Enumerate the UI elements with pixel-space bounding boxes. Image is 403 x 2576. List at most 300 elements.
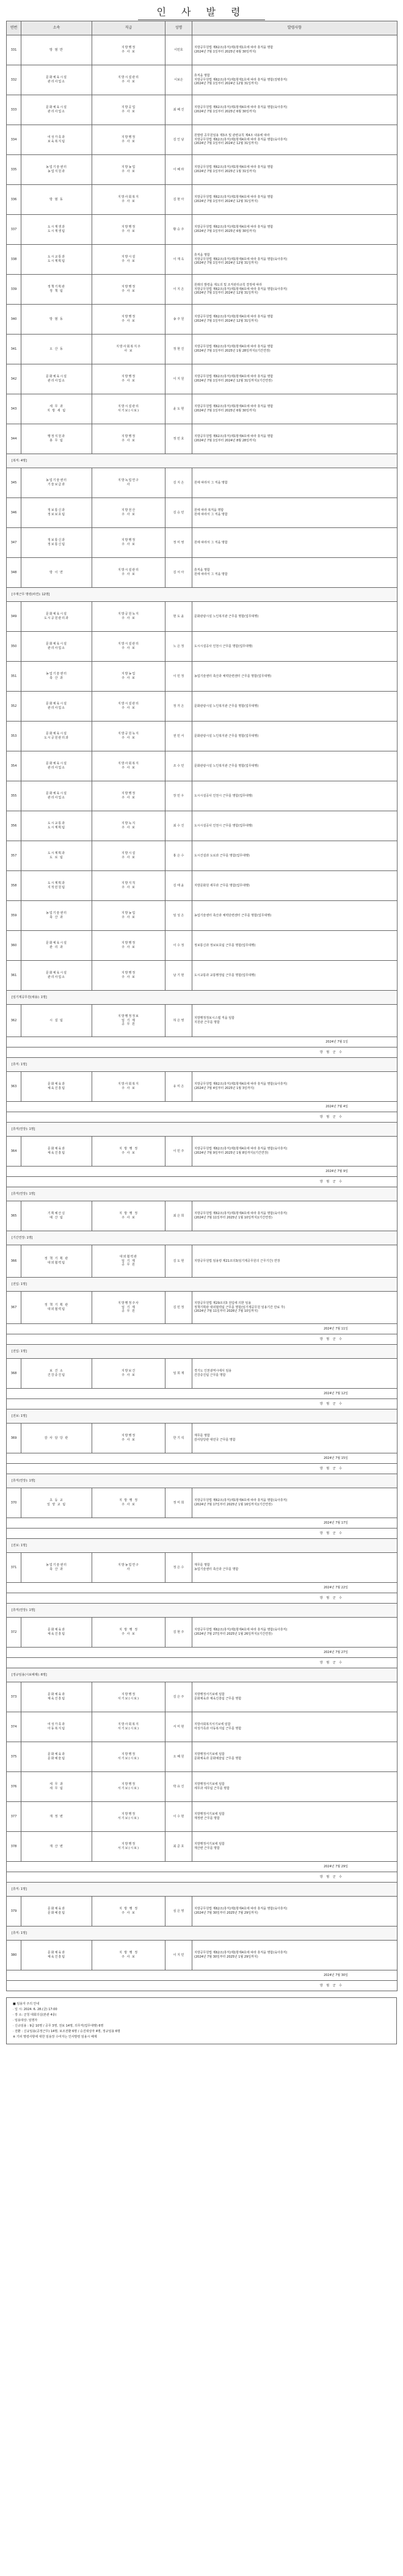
row-department: 방 범 동	[21, 185, 92, 215]
row-number: 353	[7, 722, 21, 751]
signatory: 방 범 군 수	[7, 1112, 398, 1123]
section-label: [주재근무 명령(파견): 12명]	[7, 588, 398, 602]
table-row	[7, 1424, 398, 1453]
notes-box	[6, 1997, 397, 2044]
issue-date: 2024년 7월 15일	[7, 1453, 398, 1464]
row-grade: 지방행정 주 사 보	[92, 781, 165, 811]
row-department: 행정지원과 총 무 팀	[21, 424, 92, 454]
row-name: 김 도 현	[165, 1245, 192, 1278]
table-row	[7, 901, 398, 931]
section-label: [전입: 1명]	[7, 1278, 398, 1292]
column-header: 연번	[7, 21, 21, 35]
row-department: 농업기술센터 축 산 과	[21, 1553, 92, 1583]
document-page	[6, 0, 397, 2044]
row-number: 356	[7, 811, 21, 841]
row-department: 문화체육과 체육진흥팀	[21, 1618, 92, 1648]
row-grade: 지방사회복지 서기보(시보)	[92, 1712, 165, 1742]
row-name: 송 주 원	[165, 305, 192, 335]
row-department: 방 이 면	[21, 558, 92, 588]
table-row	[7, 1137, 398, 1167]
section-label-row	[7, 1927, 398, 1941]
row-name: 이 재 옥	[165, 245, 192, 275]
row-grade: 지방시설 주 사 보	[92, 245, 165, 275]
row-description: 지방공무원법 제62조(휴직)제1항제4호에 따라 휴직을 명함(육아휴직) (2024년 7월 30일부터 2025년 7월 29일까지)	[192, 1897, 398, 1927]
row-department: 정보통신과 정보통신팀	[21, 528, 92, 558]
table-row	[7, 424, 398, 454]
row-name: 정 현 진	[165, 335, 192, 364]
row-description: 지방행정서기보에 임함 문화체육과 문화예술팀 근무를 명함	[192, 1742, 398, 1772]
issue-date: 2024년 7월 12일	[7, 1389, 398, 1399]
row-department: 정 책 기 획 관 대외협력팀	[21, 1245, 92, 1278]
row-description: 지방공무원법 제62조(휴직)제1항제4호에 따라 휴직을 명함 (2024년 7월 1일부터 2024년 12월 31일까지)	[192, 305, 398, 335]
signatory: 방 범 군 수	[7, 1981, 398, 1991]
issue-date: 2024년 7월 4일	[7, 1102, 398, 1112]
note-line: ※ 기피 명령사항에 대한 임용장 수여자는 인사발령 임용시 배제	[13, 2035, 97, 2039]
row-grade: 지 방 행 정 주 사 보	[92, 1618, 165, 1648]
row-name: 유 미 은	[165, 1072, 192, 1102]
table-row	[7, 245, 398, 275]
row-name: 이 지 원	[165, 364, 192, 394]
table-row	[7, 1772, 398, 1802]
row-grade: 지 방 행 정 주 사 보	[92, 1137, 165, 1167]
row-grade: 지방행정 주 사 보	[92, 305, 165, 335]
row-number: 379	[7, 1897, 21, 1927]
row-name: 임 성 은	[165, 901, 192, 931]
signatory: 방 범 군 수	[7, 1047, 398, 1058]
row-description: 지방문화원 세무과 근무를 명함(업무대행)	[192, 871, 398, 901]
signature-row	[7, 1177, 398, 1187]
row-name: 이민호	[165, 35, 192, 65]
row-grade: 지방행정 서기보(시보)	[92, 1772, 165, 1802]
row-number: 334	[7, 125, 21, 155]
row-number: 378	[7, 1832, 21, 1862]
section-label: [복직: 4명]	[7, 454, 398, 468]
row-grade: 지방시설관리 주 사 보	[92, 692, 165, 722]
signature-row	[7, 1112, 398, 1123]
row-name: 서 미 현	[165, 1712, 192, 1742]
row-name: 최 수 진	[165, 811, 192, 841]
row-name: 이 수 현	[165, 1802, 192, 1832]
row-description: 원에 따라서 그 직을 명함	[192, 528, 398, 558]
section-label: [휴직(연장): 1명]	[7, 1187, 398, 1201]
table-row	[7, 871, 398, 901]
section-label: [휴직: 1명]	[7, 1883, 398, 1897]
row-description: 지방행정서기보에 임함 재정변 근무를 명함	[192, 1802, 398, 1832]
row-name: 홍 은 수	[165, 841, 192, 871]
section-label: [전입: 1명]	[7, 1345, 398, 1359]
table-row	[7, 215, 398, 245]
row-number: 339	[7, 275, 21, 305]
section-label-row	[7, 1187, 398, 1201]
row-grade: 지 방 행 정 주 사 보	[92, 1201, 165, 1231]
row-department: 방 범 반	[21, 35, 92, 65]
row-description: 도시시설공사 인천시 근무를 명함(업무대행)	[192, 781, 398, 811]
row-number: 355	[7, 781, 21, 811]
row-name: 이 민 정	[165, 662, 192, 692]
section-label-row	[7, 1539, 398, 1553]
row-description: 지방행정서기보에 임함 세무과 세무팀 근무를 명함	[192, 1772, 398, 1802]
row-number: 354	[7, 751, 21, 781]
table-row	[7, 364, 398, 394]
table-row	[7, 1897, 398, 1927]
row-number: 375	[7, 1742, 21, 1772]
row-department: 여성가족과 아동복지팀	[21, 1712, 92, 1742]
signatory: 방 범 군 수	[7, 1334, 398, 1345]
row-department: 기획예산실 예 산 팀	[21, 1201, 92, 1231]
table-row	[7, 468, 398, 498]
personnel-table	[6, 21, 398, 1991]
row-department: 정보통신과 정보보호팀	[21, 498, 92, 528]
row-department: 세 무 과 지 방 세 팀	[21, 394, 92, 424]
row-description: 농업기술센터 축산과 체력단련센터 근무를 명함(업무대행)	[192, 662, 398, 692]
row-department: 문화체육시설 관리사업소	[21, 95, 92, 125]
row-number: 366	[7, 1245, 21, 1278]
row-description: 도시교통과 교통행정팀 근무를 명함(업무대행)	[192, 961, 398, 991]
row-number: 376	[7, 1772, 21, 1802]
row-department: 오 산 동	[21, 335, 92, 364]
row-grade: 지방행정 주 사 보	[92, 275, 165, 305]
issue-date-row	[7, 1102, 398, 1112]
section-label-row	[7, 1278, 398, 1292]
row-name: 남 기 현	[165, 961, 192, 991]
row-name: 정 미 희	[165, 1488, 192, 1518]
row-number: 346	[7, 498, 21, 528]
row-grade: 지방행정 주 사 보	[92, 1424, 165, 1453]
table-body	[7, 35, 398, 1991]
section-label-row	[7, 1409, 398, 1424]
row-description: 문화관광시설 노인복지관 근무를 명함(업무대행)	[192, 692, 398, 722]
row-name: 현 도 윤	[165, 602, 192, 632]
table-row	[7, 65, 398, 95]
signatory: 방 범 군 수	[7, 1529, 398, 1539]
row-grade: 지방행정 서기보(시보)	[92, 1832, 165, 1862]
column-header: 소속	[21, 21, 92, 35]
row-description: 도시시설공사 인천시 근무를 명함(업무대행)	[192, 811, 398, 841]
row-name: 조 수 민	[165, 751, 192, 781]
row-name: 김 현 주	[165, 1618, 192, 1648]
row-grade: 지방행정 주 사 보	[92, 364, 165, 394]
row-description: 지방공무원법 제62조(휴직)제1항제4호에 따라 휴직을 명함(육아휴직) (2024년 7월 11일부터 2025년 1월 10일까지)(기간연장)	[192, 1201, 398, 1231]
section-label-row	[7, 991, 398, 1005]
row-name: 정 은 수	[165, 1553, 192, 1583]
row-name: 김 현 아	[165, 185, 192, 215]
row-name: 허 은 영	[165, 1005, 192, 1037]
row-name: 정 가 은	[165, 692, 192, 722]
row-description: 문화관광시설 노인복지관 근무를 명함(업무대행)	[192, 602, 398, 632]
section-label: [정규임용(시보해제): 6명]	[7, 1668, 398, 1682]
row-department: 방 범 동	[21, 305, 92, 335]
row-description: 재무를 명함 농업기술센터 축산과 근무를 명함	[192, 1553, 398, 1583]
row-department: 시 설 팀	[21, 1005, 92, 1037]
issue-date-row	[7, 1518, 398, 1529]
row-grade: 지방녹업연구 사	[92, 468, 165, 498]
row-number: 360	[7, 931, 21, 961]
row-grade: 지방시설관리 서기보(시보)	[92, 394, 165, 424]
signature-row	[7, 1981, 398, 1991]
signature-row	[7, 1529, 398, 1539]
section-label-row	[7, 1123, 398, 1137]
row-description: 원발령 공무원임용 제3조 및 관련규칙 제4조 내용에 따라 지방공무원법 제62조(휴직)제1항제4호에 따라 휴직을 명함(육아휴직) (2024년 7월 1일부터 2024년 12월 31일까지)	[192, 125, 398, 155]
row-grade: 지방녹지 주 사 보	[92, 811, 165, 841]
row-grade: 지방행정 주 사 보	[92, 35, 165, 65]
row-number: 337	[7, 215, 21, 245]
row-grade: 지방행정 서기보(시보)	[92, 1682, 165, 1712]
row-name: 이 수 정	[165, 931, 192, 961]
row-description: 지방공무원법 제62조(휴직)제1항제4호에 따라 휴직을 명함(육아휴직) (2024년 7월 30일부터 2025년 1월 29일까지)	[192, 1941, 398, 1970]
table-row	[7, 811, 398, 841]
note-line: · 일 시: 2024. 6. 28.(금) 17:00	[13, 2008, 57, 2011]
row-department: 세 무 과 세 무 팀	[21, 1772, 92, 1802]
table-row	[7, 1201, 398, 1231]
section-label-row	[7, 454, 398, 468]
row-number: 335	[7, 155, 21, 185]
row-number: 341	[7, 335, 21, 364]
row-number: 369	[7, 1424, 21, 1453]
table-row	[7, 1292, 398, 1324]
row-grade: 지방지적 주 사 보	[92, 871, 165, 901]
section-label: [휴직: 1명]	[7, 1058, 398, 1072]
row-number: 333	[7, 95, 21, 125]
table-row	[7, 305, 398, 335]
table-row	[7, 528, 398, 558]
issue-date-row	[7, 1167, 398, 1177]
row-number: 358	[7, 871, 21, 901]
row-description: 휴직을 명함 지방공무원법 제62조(휴직)제1항제1호에 따라 휴직을 명함(질병휴직) (2024년 7월 1일부터 2024년 12월 31일까지)	[192, 65, 398, 95]
row-grade: 지방사회복지 주 사 보	[92, 751, 165, 781]
row-description: 지방공무원법 제62조(휴직)제1항제4호에 따라 휴직을 명함 (2024년 7월 1일부터 2024년 12월 31일까지)(기간연장)	[192, 364, 398, 394]
row-name: 노 은 정	[165, 632, 192, 662]
row-name: 오 혜 원	[165, 1742, 192, 1772]
row-name: 심 은 영	[165, 1897, 192, 1927]
row-department: 문화체육과 문화예술팀	[21, 1742, 92, 1772]
row-department: 문화체육시설 관리사업소	[21, 65, 92, 95]
signature-row	[7, 1464, 398, 1474]
row-grade: 대외협력관 임 기 제 공 무 원	[92, 1245, 165, 1278]
section-label: [기간연장: 1명]	[7, 1231, 398, 1245]
column-header: 직급	[92, 21, 165, 35]
page-title: 인 사 발 령	[138, 4, 264, 20]
signature-row	[7, 1872, 398, 1883]
section-label-row	[7, 588, 398, 602]
signatory: 방 범 군 수	[7, 1399, 398, 1409]
table-row	[7, 35, 398, 65]
row-description: 휴직을 명함 원에 따라서 그 직을 명함	[192, 558, 398, 588]
row-department: 문화체육시설 관리사업소	[21, 961, 92, 991]
table-row	[7, 722, 398, 751]
table-row	[7, 632, 398, 662]
table-row	[7, 1359, 398, 1389]
row-name: 장 민 우	[165, 781, 192, 811]
row-description: 지방공무원법 제62조(휴직)제1항제4호에 따라 휴직을 명함 (2024년 7월 1일부터 2025년 1월 31일까지)	[192, 155, 398, 185]
table-row	[7, 751, 398, 781]
row-name: 황 승 주	[165, 215, 192, 245]
signature-row	[7, 1334, 398, 1345]
row-name: 최 준 호	[165, 1832, 192, 1862]
table-row	[7, 1742, 398, 1772]
row-grade: 지방보건 주 사 보	[92, 1359, 165, 1389]
row-number: 361	[7, 961, 21, 991]
row-grade: 지방전산 주 사 보	[92, 498, 165, 528]
row-number: 348	[7, 558, 21, 588]
table-row	[7, 602, 398, 632]
row-number: 352	[7, 692, 21, 722]
table-row	[7, 781, 398, 811]
row-grade: 지방행정 주 사 보	[92, 215, 165, 245]
row-name: 김 승 민	[165, 498, 192, 528]
row-department: 문화체육과 체육진흥팀	[21, 1137, 92, 1167]
table-row	[7, 931, 398, 961]
row-name: 임 희 재	[165, 1359, 192, 1389]
row-grade: 지방농업연구 사	[92, 1553, 165, 1583]
row-number: 362	[7, 1005, 21, 1037]
signature-row	[7, 1593, 398, 1604]
row-name: 이 민 주	[165, 1137, 192, 1167]
section-label: [휴직(연장): 1명]	[7, 1604, 398, 1618]
row-name: 윤 도 현	[165, 394, 192, 424]
table-row	[7, 1941, 398, 1970]
issue-date: 2024년 7월 11일	[7, 1324, 398, 1334]
section-label-row	[7, 1668, 398, 1682]
section-label-row	[7, 1231, 398, 1245]
table-row	[7, 1488, 398, 1518]
row-number: 371	[7, 1553, 21, 1583]
issue-date: 2024년 7월 30일	[7, 1970, 398, 1981]
table-row	[7, 95, 398, 125]
issue-date: 2024년 7월 17일	[7, 1518, 398, 1529]
row-grade: 지방공원녹지 주 사 보	[92, 722, 165, 751]
row-description: 휴직을 명함 지방공무원법 제62조(휴직)제1항제4호에 따라 휴직을 명함(육아휴직) (2024년 7월 1일부터 2024년 12월 31일까지)	[192, 245, 398, 275]
note-line: ■ 임용자 주의 안내	[13, 2002, 40, 2006]
row-name: 한 기 석	[165, 1424, 192, 1453]
row-department: 여성가족과 보육복지팀	[21, 125, 92, 155]
signatory: 방 범 군 수	[7, 1177, 398, 1187]
issue-date-row	[7, 1648, 398, 1658]
row-number: 336	[7, 185, 21, 215]
row-name: 정 미 영	[165, 528, 192, 558]
row-number: 370	[7, 1488, 21, 1518]
row-number: 373	[7, 1682, 21, 1712]
row-number: 342	[7, 364, 21, 394]
table-row	[7, 961, 398, 991]
row-description: 지방행정정보시스템 직을 임함 지원관 근무를 명함	[192, 1005, 398, 1037]
row-grade: 지방농업 주 사 보	[92, 155, 165, 185]
row-description: 도시시설공사 인천시 근무를 명함(업무대행)	[192, 632, 398, 662]
row-grade: 지 방 행 정 주 사 보	[92, 1897, 165, 1927]
row-grade: 지방공원녹지 주 사 보	[92, 602, 165, 632]
row-name: 김 태 윤	[165, 871, 192, 901]
row-number: 359	[7, 901, 21, 931]
issue-date: 2024년 7월 22일	[7, 1583, 398, 1593]
row-department: 문화체육시설 관리사업소	[21, 751, 92, 781]
table-header-row	[7, 21, 398, 35]
table-row	[7, 1553, 398, 1583]
row-grade: 지방행정 주 사 보	[92, 961, 165, 991]
row-department: 문화체육과 체육진흥팀	[21, 1682, 92, 1712]
row-grade: 지방행정 주 사 보	[92, 125, 165, 155]
table-row	[7, 394, 398, 424]
issue-date-row	[7, 1037, 398, 1047]
row-number: 347	[7, 528, 21, 558]
issue-date-row	[7, 1970, 398, 1981]
row-number: 344	[7, 424, 21, 454]
row-department: 도시계획과 지적민원팀	[21, 871, 92, 901]
section-label-row	[7, 1883, 398, 1897]
row-grade: 지방시설관리 주 사 보	[92, 632, 165, 662]
row-number: 367	[7, 1292, 21, 1324]
issue-date: 2024년 7월 9일	[7, 1167, 398, 1177]
row-description: 지방공무원법 제62조(휴직)제1항제4호에 따라 휴직을 명함 (2024년 7월 1일부터 2025년 6월 30일까지)	[192, 215, 398, 245]
row-grade: 지 방 행 정 주 사 보	[92, 1941, 165, 1970]
table-row	[7, 498, 398, 528]
row-description: 지방행정서기보에 임함 문화체육과 체육진흥팀 근무를 명함	[192, 1682, 398, 1712]
row-name: 이 지 민	[165, 1941, 192, 1970]
row-department: 정 책 기 획 관 대외협력팀	[21, 1292, 92, 1324]
row-description: 지방공무원법 제62조(휴직)제1항제4호에 따라 휴직을 명함(육아휴직) (2024년 7월 1일부터 2025년 6월 30일까지)	[192, 95, 398, 125]
row-department: 문화체육과 문화예술팀	[21, 1897, 92, 1927]
row-name: 김 은 주	[165, 1682, 192, 1712]
note-line: · 전환 : 신규임용(공정근무) 14명, 보조전환 6명 / 승진대상자 4명, 정규임용 6명	[13, 2030, 120, 2033]
row-number: 349	[7, 602, 21, 632]
section-label-row	[7, 1345, 398, 1359]
signature-row	[7, 1658, 398, 1668]
row-grade: 지방시설관리 주 사 보	[92, 558, 165, 588]
section-label-row	[7, 1058, 398, 1072]
row-department: 문화체육시설 관리사업소	[21, 632, 92, 662]
row-name: 박 유 진	[165, 1772, 192, 1802]
row-number: 343	[7, 394, 21, 424]
row-number: 372	[7, 1618, 21, 1648]
row-name: 김 지 은	[165, 468, 192, 498]
row-description: 원래의 발령을 제도의 및 조직관리규칙 결정에 따라 지방공무원법 제62조(휴직)제1항제4호에 따라 휴직을 명함(육아휴직) (2024년 7월 1일부터 2024년 12월 31일까지)	[192, 275, 398, 305]
table-row	[7, 692, 398, 722]
issue-date: 2024년 7월 1일	[7, 1037, 398, 1047]
row-number: 363	[7, 1072, 21, 1102]
row-number: 365	[7, 1201, 21, 1231]
issue-date: 2024년 7월 27일	[7, 1648, 398, 1658]
row-description: 농업기술센터 축산과 체력단련센터 근무를 명함(업무대행)	[192, 901, 398, 931]
signatory: 방 범 군 수	[7, 1872, 398, 1883]
row-name: 최 은 희	[165, 1201, 192, 1231]
signatory: 방 범 군 수	[7, 1464, 398, 1474]
row-name: 김 서 아	[165, 558, 192, 588]
row-grade: 지방사회복지 주 사 보	[92, 185, 165, 215]
row-description: 지방공무원법 제62조(휴직)제1항제4호에 따라 휴직을 명함(육아휴직) (2024년 7월 17일부터 2025년 1월 16일까지)(기간연장)	[192, 1488, 398, 1518]
row-grade: 지방행정정보 임 기 제 공 무 원	[92, 1005, 165, 1037]
row-description: 지방행정서기보에 임함 재산변 근무를 명함	[192, 1832, 398, 1862]
table-row	[7, 155, 398, 185]
row-description: 지방공무원법 제62조(휴직)제1항제4호에 따라 휴직을 명함(육아휴직) (2024년 7월 9일부터 2025년 1월 8일까지)(기간연장)	[192, 1137, 398, 1167]
row-department: 초 등 교 일 양 교 팀	[21, 1488, 92, 1518]
row-department: 도시교통과 도시계획팀	[21, 245, 92, 275]
note-line: · 장 소: 군청 대회의실(본관 4층)	[13, 2013, 57, 2017]
row-department: 보 건 소 건강증진팀	[21, 1359, 92, 1389]
row-name: 이 혜 라	[165, 155, 192, 185]
row-name: 최 혜 진	[165, 95, 192, 125]
row-number: 340	[7, 305, 21, 335]
table-row	[7, 1682, 398, 1712]
row-department: 재 산 변	[21, 1832, 92, 1862]
row-description: 지방공무원법 제62조(휴직)제1항제4호에 따라 휴직을 명함 (2024년 7월 1일부터 2025년 1월 28일까지)(기간연장)	[192, 335, 398, 364]
row-department: 문화체육시설 도시공원관리과	[21, 602, 92, 632]
row-description: 경기도 인천광역시에서 임용 건강증진팀 근무를 명함	[192, 1359, 398, 1389]
row-number: 332	[7, 65, 21, 95]
section-label: [휴직(연장): 1명]	[7, 1123, 398, 1137]
row-description: 지방공무원법 제62조(휴직)제1항제4호에 따라 휴직을 명함 (2024년 7월 1일부터 2024년 8월 28일까지)	[192, 424, 398, 454]
row-grade: 지방행정주사 임 기 제 공 무 원	[92, 1292, 165, 1324]
row-department: 재 정 변	[21, 1802, 92, 1832]
section-label: [임기제공무원(채용): 1명]	[7, 991, 398, 1005]
issue-date-row	[7, 1324, 398, 1334]
